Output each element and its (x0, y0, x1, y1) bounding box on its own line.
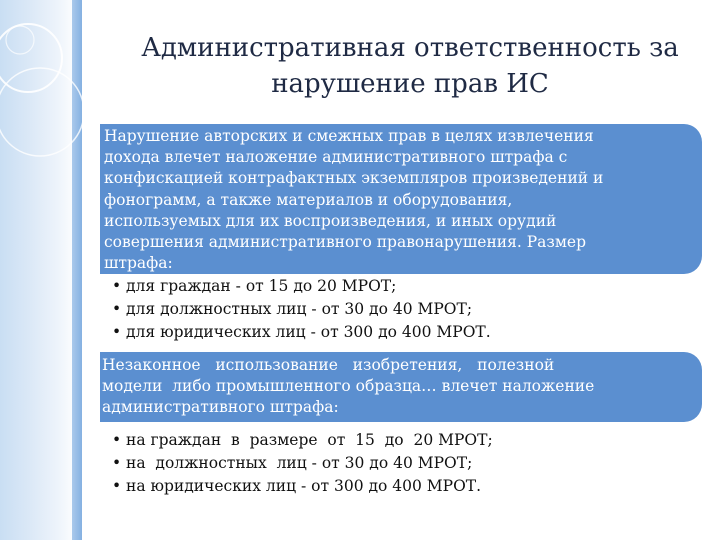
list-item (112, 321, 702, 344)
bullet-icon: • (112, 300, 122, 318)
title-line-1: Административная ответственность за (141, 33, 679, 63)
bullet-icon: • (112, 277, 122, 295)
bullet-text: для граждан - от 15 до 20 МРОТ; (126, 277, 397, 295)
section2-paragraph (102, 355, 702, 419)
bullet-icon: • (112, 431, 122, 449)
bullet-text: для юридических лиц - от 300 до 400 МРОТ. (126, 323, 491, 341)
slide-title (120, 30, 700, 102)
list-item (112, 429, 702, 452)
title-line-2: нарушение прав ИС (271, 69, 549, 99)
bullet-icon: • (112, 323, 122, 341)
bullet-text: на граждан в размере от 15 до 20 МРОТ; (126, 431, 493, 449)
section1-line: используемых для их воспроизведения, и иных орудий (104, 211, 557, 230)
bullet-text: для должностных лиц - от 30 до 40 МРОТ; (126, 300, 473, 318)
section2-line: административного штрафа: (102, 398, 339, 417)
bullet-text: на должностных лиц - от 30 до 40 МРОТ; (126, 454, 473, 472)
list-item (112, 452, 702, 475)
section2-bullet-list (112, 429, 702, 498)
section1-paragraph (104, 126, 696, 274)
section1-line: фонограмм, а также материалов и оборудования, (104, 190, 513, 209)
section1-bullet-list (112, 275, 702, 344)
list-item (112, 475, 702, 498)
section1-line: штрафа: (104, 254, 173, 273)
list-item (112, 298, 702, 321)
section1-line: конфискацией контрафактных экземпляров произведений и (104, 169, 604, 188)
bullet-text: на юридических лиц - от 300 до 400 МРОТ. (126, 477, 482, 495)
bullet-icon: • (112, 454, 122, 472)
section2-line: модели либо промышленного образца… влечет наложение (102, 377, 595, 396)
section1-line: Нарушение авторских и смежных прав в целях извлечения (104, 127, 594, 145)
list-item (112, 275, 702, 298)
bullet-icon: • (112, 477, 122, 495)
section1-line: дохода влечет наложение административного штрафа с (104, 148, 568, 167)
section1-line: совершения административного правонарушения. Размер (104, 233, 587, 252)
section2-line: Незаконное использование изобретения, полезной (102, 356, 555, 374)
